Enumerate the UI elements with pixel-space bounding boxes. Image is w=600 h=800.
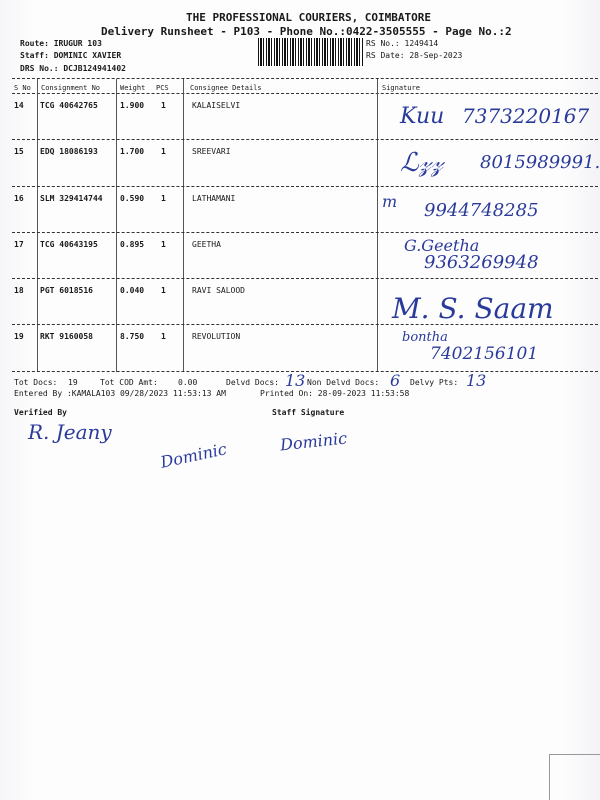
row-consignment: RKT 9160058 (40, 332, 93, 341)
delvd-label: Delvd Docs: (226, 378, 279, 387)
staff-signature-2: Dominic (279, 428, 348, 455)
row-consignment: TCG 40642765 (40, 101, 98, 110)
route: Route: IRUGUR 103 (20, 39, 102, 48)
verified-by-label: Verified By (14, 408, 67, 417)
delvy-pts: 13 (466, 371, 487, 390)
col-divider (116, 79, 117, 372)
col-weight: Weight (120, 84, 146, 92)
rs-number: RS No.: 1249414 (366, 39, 439, 48)
row-weight: 0.895 (120, 240, 145, 249)
tot-docs-label: Tot Docs: (14, 378, 58, 387)
signature: bontha (402, 330, 448, 345)
row-pcs: 1 (161, 194, 166, 203)
delvy-pts-label: Delvy Pts: (410, 378, 459, 387)
row-pcs: 1 (161, 101, 166, 110)
row-sno: 16 (14, 194, 24, 203)
row-sno: 14 (14, 101, 24, 110)
verified-signature: R. Jeany (28, 420, 112, 444)
company-name: THE PROFESSIONAL COURIERS, COIMBATORE (186, 11, 432, 24)
row-rule (12, 232, 598, 233)
runsheet-title: Delivery Runsheet - P103 - Phone No.:0422-3505555 - Page No.:2 (101, 25, 512, 38)
row-consignment: PGT 6018516 (40, 286, 93, 295)
col-sno: S No (14, 84, 31, 92)
row-weight: 0.590 (120, 194, 145, 203)
row-signature-phone: 8015989991. (480, 152, 600, 173)
row-signature: M. S. Saam (392, 292, 554, 325)
row-sno: 17 (14, 240, 24, 249)
barcode (258, 38, 364, 66)
row-consignment: EDQ 18086193 (40, 147, 98, 156)
row-pcs: 1 (161, 240, 166, 249)
staff-signature-1: Dominic (158, 439, 229, 472)
row-pcs: 1 (161, 332, 166, 341)
row-consignment: TCG 40643195 (40, 240, 98, 249)
drs-number: DRS No.: DCJB124941402 (20, 64, 126, 73)
row-weight: 1.700 (120, 147, 145, 156)
row-weight: 8.750 (120, 332, 145, 341)
col-signature: Signature (382, 84, 420, 92)
row-sno: 15 (14, 147, 24, 156)
row-rule (12, 186, 598, 187)
entered-by: Entered By :KAMALA103 09/28/2023 11:53:13 AM (14, 389, 226, 398)
staff-signature-label: Staff Signature (272, 408, 345, 417)
non-delvd-count: 6 (390, 371, 401, 390)
row-weight: 0.040 (120, 286, 145, 295)
row-sno: 19 (14, 332, 24, 341)
row-consignee: SREEVARI (192, 147, 231, 156)
cod-label: Tot COD Amt: (100, 378, 158, 387)
col-pcs: PCS (156, 84, 169, 92)
signature: Kuu (400, 104, 445, 129)
table-top-rule (12, 78, 598, 79)
row-weight: 1.900 (120, 101, 145, 110)
row-rule (12, 278, 598, 279)
col-divider (183, 79, 184, 372)
row-rule (12, 324, 598, 325)
row-pcs: 1 (161, 286, 166, 295)
printed-on: Printed On: 28-09-2023 11:53:58 (260, 389, 410, 398)
header-rule (12, 93, 598, 94)
row-signature-phone: 9363269948 (424, 252, 539, 273)
col-consignment: Consignment No (41, 84, 101, 92)
col-consignee: Consignee Details (190, 84, 262, 92)
col-divider (377, 79, 378, 372)
non-delvd-label: Non Delvd Docs: (307, 378, 380, 387)
row-consignee: GEETHA (192, 240, 221, 249)
row-consignee: LATHAMANI (192, 194, 236, 203)
row-pcs: 1 (161, 147, 166, 156)
signature: G.Geetha (404, 236, 480, 255)
row-signature-phone: 9944748285 (424, 200, 539, 221)
row-consignee: RAVI SALOOD (192, 286, 245, 295)
tot-docs: 19 (68, 378, 78, 387)
row-sno: 18 (14, 286, 24, 295)
row-signature-phone: 7373220167 (462, 104, 590, 128)
row-signature-phone: 7402156101 (430, 344, 539, 364)
row-rule (12, 139, 598, 140)
row-consignee: REVOLUTION (192, 332, 241, 341)
page-fold (549, 754, 600, 800)
cod-amount: 0.00 (178, 378, 198, 387)
row-consignee: KALAISELVI (192, 101, 241, 110)
delvd-count: 13 (285, 371, 306, 390)
rs-date: RS Date: 28-Sep-2023 (366, 51, 463, 60)
row-consignment: SLM 329414744 (40, 194, 103, 203)
signature: ℒ𝓏𝓏 (400, 148, 443, 178)
col-divider (37, 79, 38, 372)
staff: Staff: DOMINIC XAVIER (20, 51, 122, 60)
signature: m (382, 192, 398, 211)
